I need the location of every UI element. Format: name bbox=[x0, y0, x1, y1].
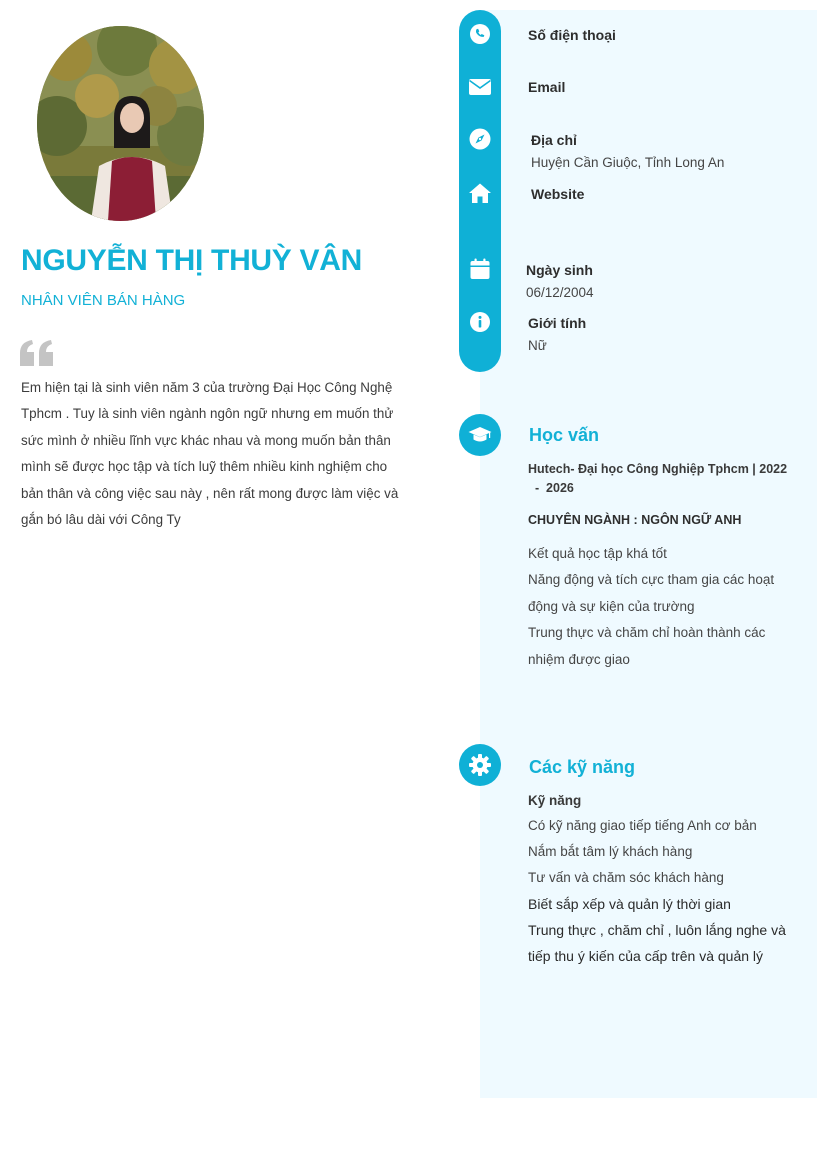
list-item: Biết sắp xếp và quản lý thời gian bbox=[528, 896, 731, 912]
list-item: động và sự kiện của trường bbox=[528, 598, 695, 614]
graduation-cap-icon bbox=[459, 414, 501, 456]
job-title: NHÂN VIÊN BÁN HÀNG bbox=[21, 292, 186, 309]
address-label: Địa chỉ bbox=[531, 132, 577, 148]
intro-line: sức mình ở nhiều lĩnh vực khác nhau và mong muốn bản thân bbox=[21, 432, 391, 448]
list-item: tiếp thu ý kiến của cấp trên và quản lý bbox=[528, 948, 764, 964]
email-label: Email bbox=[528, 79, 566, 95]
gender-label: Giới tính bbox=[528, 315, 587, 331]
quote-icon bbox=[20, 340, 54, 371]
list-item: Có kỹ năng giao tiếp tiếng Anh cơ bản bbox=[528, 818, 757, 833]
address-value: Huyện Cần Giuộc, Tỉnh Long An bbox=[531, 155, 725, 170]
birthday-label: Ngày sinh bbox=[526, 262, 593, 278]
phone-icon bbox=[468, 22, 492, 46]
skills-heading: Các kỹ năng bbox=[529, 757, 636, 777]
gear-icon bbox=[459, 744, 501, 786]
info-icon bbox=[468, 310, 492, 334]
school-line: - 2026 bbox=[528, 481, 574, 495]
intro-line: gắn bó lâu dài với Công Ty bbox=[21, 512, 181, 528]
major: CHUYÊN NGÀNH : NGÔN NGỮ ANH bbox=[528, 513, 742, 527]
list-item: Năng động và tích cực tham gia các hoạt bbox=[528, 572, 775, 588]
home-icon bbox=[468, 181, 492, 205]
school-info bbox=[528, 460, 803, 498]
intro-line: Tphcm . Tuy là sinh viên ngành ngôn ngữ nhưng em muốn thử bbox=[21, 406, 394, 422]
list-item: Tư vấn và chăm sóc khách hàng bbox=[528, 870, 724, 885]
list-item: Trung thực , chăm chỉ , luôn lắng nghe và bbox=[528, 922, 786, 938]
list-item: Nắm bắt tâm lý khách hàng bbox=[528, 844, 693, 859]
profile-photo bbox=[37, 26, 204, 221]
envelope-icon bbox=[468, 75, 492, 99]
birthday-value: 06/12/2004 bbox=[526, 285, 594, 300]
education-achievements bbox=[528, 541, 798, 673]
intro-line: mình sẽ được học tập và tích luỹ thêm nhiều kinh nghiệm cho bbox=[21, 459, 388, 475]
website-label: Website bbox=[531, 186, 585, 202]
phone-label: Số điện thoại bbox=[528, 27, 616, 43]
education-heading: Học vấn bbox=[529, 425, 600, 445]
calendar-icon bbox=[468, 257, 492, 281]
skills-list bbox=[528, 813, 803, 969]
list-item: Trung thực và chăm chỉ hoàn thành các bbox=[528, 625, 766, 641]
intro-paragraph bbox=[21, 375, 421, 533]
list-item: Kết quả học tập khá tốt bbox=[528, 546, 667, 561]
candidate-name: NGUYỄN THỊ THUỲ VÂN bbox=[21, 244, 362, 277]
compass-icon bbox=[468, 127, 492, 151]
intro-line: Em hiện tại là sinh viên năm 3 của trường Đại Học Công Nghệ bbox=[21, 380, 393, 395]
school-line: Hutech- Đại học Công Nghiệp Tphcm | 2022 bbox=[528, 462, 788, 476]
skills-label: Kỹ năng bbox=[528, 793, 582, 808]
intro-line: bản thân và công việc sau này , nên rất mong được làm việc và bbox=[21, 485, 399, 501]
list-item: nhiệm được giao bbox=[528, 651, 630, 667]
gender-value: Nữ bbox=[528, 338, 547, 353]
